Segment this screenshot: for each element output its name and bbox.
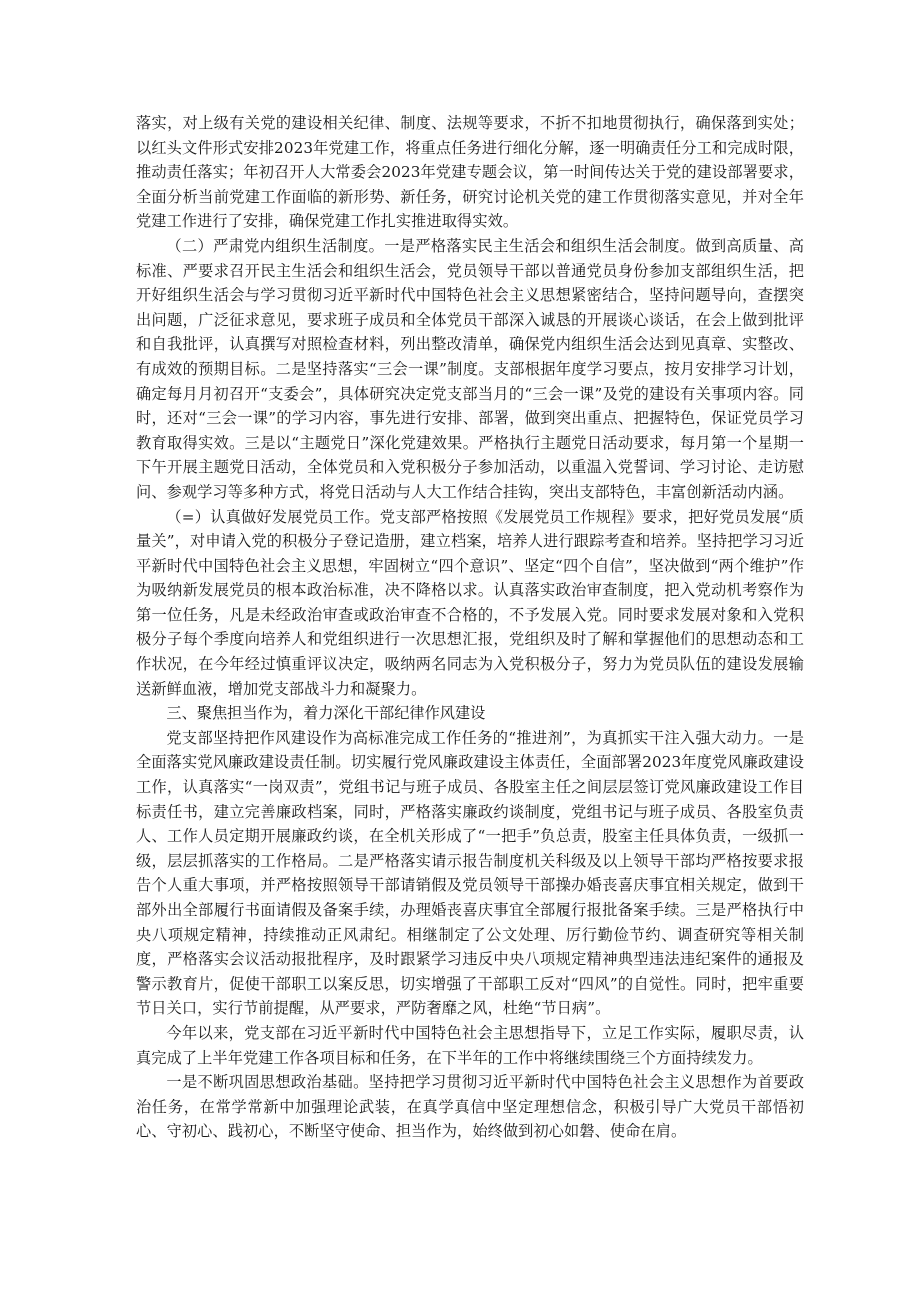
paragraph-section-3: （=）认真做好发展党员工作。党支部严格按照《发展党员工作规程》要求，把好党员发展“质量关”，对申请入党的积极分子登记造册，建立档案，培养人进行跟踪考查和培养。坚持把学习习近平新时代中国特色社会主义思想，牢固树立“四个意识”、坚定“四个自信”，坚决做到“两个维护”作为吸纳新发展党员的根本政治标准，决不降格以求。认真落实政治审查制度，把入党动机考察作为第一位任务，凡是未经政治审查或政治审查不合格的，不予发展入党。同时要求发展对象和入党积极分子每个季度向培养人和党组织进行一次思想汇报，党组织及时了解和掌握他们的思想动态和工作状况，在今年经过慎重评议决定，吸纳两名同志为入党积极分子，努力为党员队伍的建设发展输送新鲜血液，增加党支部战斗力和凝聚力。 [136,507,804,698]
section-heading-3: 三、聚焦担当作为，着力深化干部纪律作风建设 [166,704,486,723]
document-page [136,111,804,1144]
paragraph-section-2: （二）严肃党内组织生活制度。一是严格落实民主生活会和组织生活会制度。做到高质量、高标准、严要求召开民主生活会和组织生活会，党员领导干部以普通党员身份参加支部组织生活，把开好组织生活会与学习贯彻习近平新时代中国特色社会主义思想紧密结合，坚持问题导向，查摆突出问题，广泛征求意见，要求班子成员和全体党员干部深入诚恳的开展谈心谈话，在会上做到批评和自我批评，认真撰写对照检查材料，列出整改清单，确保党内组织生活会达到见真章、实整改、有成效的预期目标。二是坚持落实“三会一课”制度。支部根据年度学习要点，按月安排学习计划，确定每月月初召开“支委会”，具体研究决定党支部当月的“三会一课”及党的建设有关事项内容。同时，还对“三会一课”的学习内容，事先进行安排、部署，做到突出重点、把握特色，保证党员学习教育取得实效。三是以“主题党日”深化党建效果。严格执行主题党日活动要求，每月第一个星期一下午开展主题党日活动，全体党员和入党积极分子参加活动，以重温入党誓词、学习讨论、走访慰问、参观学习等多种方式，将党日活动与人大工作结合挂钩，突出支部特色，丰富创新活动内涵。 [136,236,804,501]
paragraph-summary: 今年以来，党支部在习近平新时代中国特色社会主思想指导下，立足工作实际，履职尽责，认真完成了上半年党建工作各项目标和任务，在下半年的工作中将继续围绕三个方面持续发力。 [136,1023,804,1067]
paragraph-plan-1: 一是不断巩固思想政治基础。坚持把学习贯彻习近平新时代中国特色社会主义思想作为首要政治任务，在常学常新中加强理论武装，在真学真信中坚定理想信念，积极引导广大党员干部悟初心、守初心、践初心，不断坚守使命、担当作为，始终做到初心如磐、使命在肩。 [136,1073,804,1141]
paragraph-continuation: 落实，对上级有关党的建设相关纪律、制度、法规等要求，不折不扣地贯彻执行，确保落到实处；以红头文件形式安排2023年党建工作，将重点任务进行细化分解，逐一明确责任分工和完成时限，推动责任落实；年初召开人大常委会2023年党建专题会议，第一时间传达关于党的建设部署要求，全面分析当前党建工作面临的新形势、新任务，研究讨论机关党的建工作贯彻落实意见，并对全年党建工作进行了安排，确保党建工作扎实推进取得实效。 [136,114,804,231]
paragraph-discipline: 党支部坚持把作风建设作为高标准完成工作任务的“推进剂”，为真抓实干注入强大动力。一是全面落实党风廉政建设责任制。切实履行党风廉政建设主体责任，全面部署2023年度党风廉政建设工作，认真落实“一岗双责”，党组书记与班子成员、各股室主任之间层层签订党风廉政建设工作目标责任书，建立完善廉政档案，同时，严格落实廉政约谈制度，党组书记与班子成员、各股室负责人、工作人员定期开展廉政约谈，在全机关形成了“一把手”负总责，股室主任具体负责，一级抓一级，层层抓落实的工作格局。二是严格落实请示报告制度机关科级及以上领导干部均严格按要求报告个人重大事项，并严格按照领导干部请销假及党员领导干部操办婚丧喜庆事宜相关规定，做到干部外出全部履行书面请假及备案手续，办理婚丧喜庆事宜全部履行报批备案手续。三是严格执行中央八项规定精神，持续推动正风肃纪。相继制定了公文处理、厉行勤俭节约、调查研究等相关制度，严格落实会议活动报批程序，及时跟紧学习违反中央八项规定精神典型违法违纪案件的通报及警示教育片，促使干部职工以案反思，切实增强了干部职工反对“四风”的自觉性。同时，把牢重要节日关口，实行节前提醒，从严要求，严防奢靡之风，杜绝“节日病”。 [136,728,804,1018]
